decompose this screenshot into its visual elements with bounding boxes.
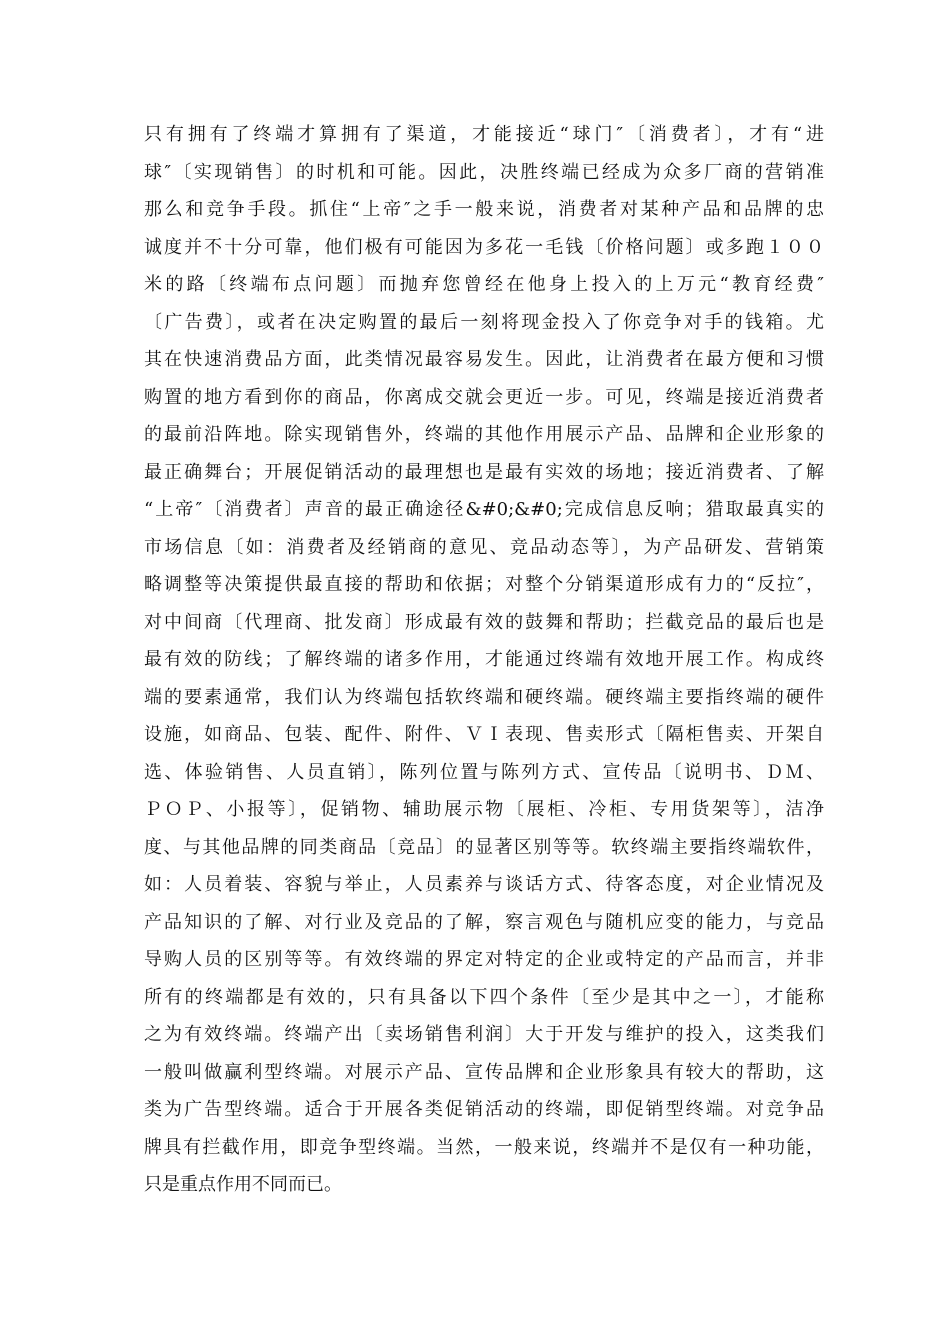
text-line: 选、体验销售、人员直销〕，陈列位置与陈列方式、宣传品〔说明书、ＤＭ、	[144, 761, 824, 783]
text-line: 端的要素通常，我们认为终端包括软终端和硬终端。硬终端主要指终端的硬件	[144, 686, 824, 708]
text-line: 一般叫做赢利型终端。对展示产品、宣传品牌和企业形象具有较大的帮助，这	[144, 1061, 824, 1083]
text-line: 的最前沿阵地。除实现销售外，终端的其他作用展示产品、品牌和企业形象的	[144, 424, 824, 445]
text-line: 其在快速消费品方面，此类情况最容易发生。因此，让消费者在最方便和习惯	[144, 349, 824, 370]
text-line: 所有的终端都是有效的，只有具备以下四个条件〔至少是其中之一〕，才能称	[144, 986, 824, 1008]
text-line: 那么和竞争手段。抓住“上帝″之手一般来说，消费者对某种产品和品牌的忠	[144, 199, 824, 220]
text-line: ＰＯＰ、小报等〕，促销物、辅助展示物〔展柜、冷柜、专用货架等〕，洁净	[144, 799, 824, 820]
text-line: 设施，如商品、包装、配件、附件、ＶＩ表现、售卖形式〔隔柜售卖、开架自	[144, 724, 824, 745]
text-line: 类为广告型终端。适合于开展各类促销活动的终端，即促销型终端。对竞争品	[144, 1099, 824, 1120]
text-line: 如：人员着装、容貌与举止，人员素养与谈话方式、待客态度，对企业情况及	[144, 874, 824, 895]
text-line: 米的路〔终端布点问题〕而抛弃您曾经在他身上投入的上万元“教育经费″	[144, 274, 824, 295]
text-line: 诚度并不十分可靠，他们极有可能因为多花一毛钱〔价格问题〕或多跑１００	[144, 236, 824, 258]
text-line: 最正确舞台；开展促销活动的最理想也是最有实效的场地；接近消费者、了解	[144, 461, 824, 483]
text-line: 略调整等决策提供最直接的帮助和依据；对整个分销渠道形成有力的“反拉″，	[144, 574, 824, 595]
text-line: 牌具有拦截作用，即竞争型终端。当然，一般来说，终端并不是仅有一种功能，	[144, 1136, 824, 1158]
text-line: 球″〔实现销售〕的时机和可能。因此，决胜终端已经成为众多厂商的营销准	[144, 161, 824, 183]
text-line: 最有效的防线；了解终端的诸多作用，才能通过终端有效地开展工作。构成终	[144, 649, 824, 670]
text-line: 产品知识的了解、对行业及竞品的了解，察言观色与随机应变的能力，与竞品	[144, 911, 824, 933]
body-text	[144, 116, 824, 1204]
text-line: “上帝″〔消费者〕声音的最正确途径&#0;&#0;完成信息反响；猎取最真实的	[144, 499, 824, 520]
text-line: 购置的地方看到你的商品，你离成交就会更近一步。可见，终端是接近消费者	[144, 386, 824, 408]
text-line: 度、与其他品牌的同类商品〔竞品〕的显著区别等等。软终端主要指终端软件，	[144, 836, 824, 858]
text-line: 导购人员的区别等等。有效终端的界定对特定的企业或特定的产品而言，并非	[144, 949, 824, 970]
text-line: 对中间商〔代理商、批发商〕形成最有效的鼓舞和帮助；拦截竞品的最后也是	[144, 611, 824, 633]
text-line: 之为有效终端。终端产出〔卖场销售利润〕大于开发与维护的投入，这类我们	[144, 1024, 824, 1045]
text-line: 只有拥有了终端才算拥有了渠道，才能接近“球门″〔消费者〕，才有“进	[144, 124, 824, 145]
text-line: 〔广告费〕，或者在决定购置的最后一刻将现金投入了你竞争对手的钱箱。尤	[144, 311, 824, 333]
text-line: 只是重点作用不同而已。	[144, 1174, 342, 1195]
text-line: 市场信息〔如：消费者及经销商的意见、竞品动态等〕，为产品研发、营销策	[144, 536, 824, 558]
